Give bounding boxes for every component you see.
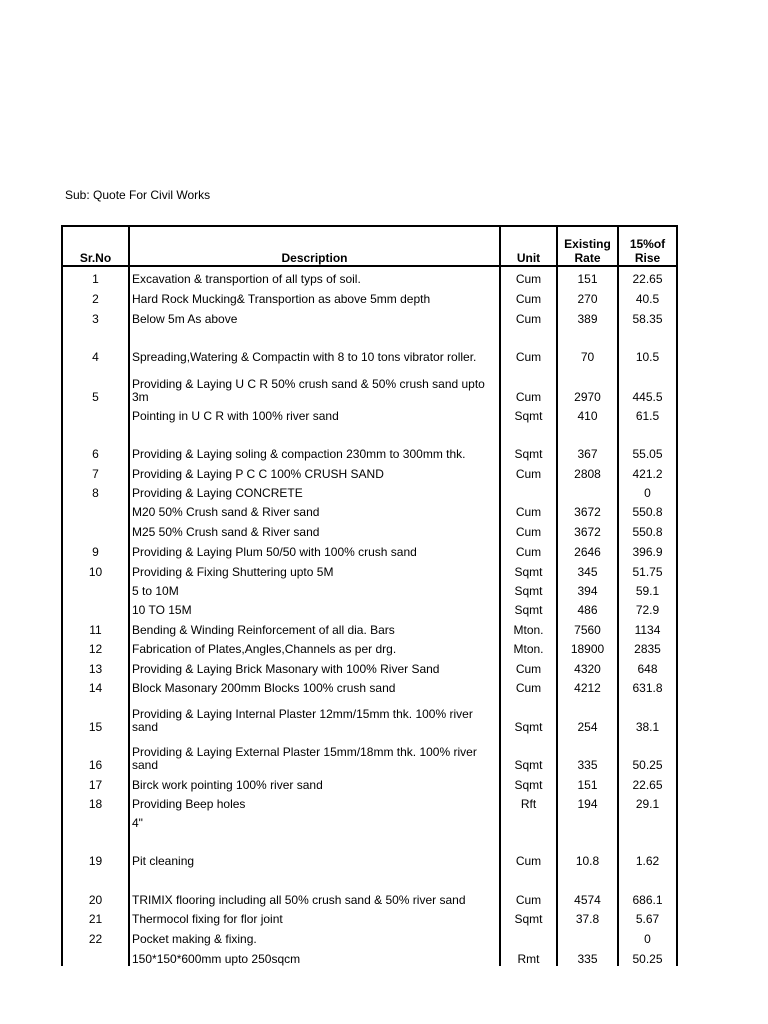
cell-rise: 445.5 [618,364,677,404]
cell-description: Fabrication of Plates,Angles,Channels as per drg. [129,637,500,656]
cell-existing-rate: 254 [557,695,618,734]
cell-sr-no: 8 [62,481,129,500]
cell-unit: Cum [500,326,557,364]
cell-description: Block Masonary 200mm Blocks 100% crush sand [129,676,500,695]
table-row [62,868,677,907]
document-subject: Sub: Quote For Civil Works [65,188,211,202]
table-row [62,500,677,519]
table-row [62,266,677,286]
cell-sr-no: 6 [62,423,129,461]
cell-sr-no: 18 [62,792,129,811]
cell-rise: 40.5 [618,286,677,306]
cell-description: 4" [129,811,500,830]
cell-existing-rate: 7560 [557,617,618,637]
cell-description: Thermocol fixing for flor joint [129,907,500,926]
cell-existing-rate: 335 [557,734,618,772]
cell-sr-no: 10 [62,559,129,579]
cell-unit: Sqmt [500,734,557,772]
cell-rise [618,811,677,830]
cell-rise: 0 [618,926,677,946]
cell-existing-rate: 367 [557,423,618,461]
cell-existing-rate: 394 [557,579,618,598]
cell-unit: Cum [500,266,557,286]
cell-description: Hard Rock Mucking& Transportion as above 5mm depth [129,286,500,306]
cell-description: Providing & Laying P C C 100% CRUSH SAND [129,461,500,481]
cell-sr-no: 7 [62,461,129,481]
cell-unit: Rmt [500,946,557,966]
cell-unit: Mton. [500,637,557,656]
cell-unit: Cum [500,306,557,326]
cell-unit: Cum [500,868,557,907]
cell-description: Pointing in U C R with 100% river sand [129,404,500,423]
cell-existing-rate: 151 [557,772,618,792]
cell-unit [500,811,557,830]
cell-rise: 1.62 [618,830,677,868]
table-row [62,811,677,830]
cell-existing-rate [557,926,618,946]
cell-unit: Sqmt [500,404,557,423]
table-row [62,326,677,364]
cell-sr-no: 19 [62,830,129,868]
table-row [62,598,677,617]
cell-rise: 61.5 [618,404,677,423]
cell-sr-no [62,404,129,423]
cell-rise: 550.8 [618,500,677,519]
cell-description: Birck work pointing 100% river sand [129,772,500,792]
table-row [62,617,677,637]
cell-existing-rate: 270 [557,286,618,306]
table-row [62,579,677,598]
cell-sr-no: 16 [62,734,129,772]
table-row [62,461,677,481]
header-sr-no: Sr.No [62,226,129,266]
cell-description: Providing & Laying Plum 50/50 with 100% crush sand [129,539,500,559]
cell-unit [500,926,557,946]
cell-unit: Sqmt [500,907,557,926]
cell-description: Pit cleaning [129,830,500,868]
cell-unit: Cum [500,656,557,676]
cell-rise: 22.65 [618,266,677,286]
table-row [62,404,677,423]
cell-sr-no: 20 [62,868,129,907]
cell-existing-rate: 345 [557,559,618,579]
table-row [62,656,677,676]
cell-rise: 396.9 [618,539,677,559]
cell-unit: Cum [500,500,557,519]
cell-existing-rate: 335 [557,946,618,966]
quote-table [61,225,678,966]
cell-description: Providing & Laying External Plaster 15mm/18mm thk. 100% river sand [129,734,500,772]
cell-description: 150*150*600mm upto 250sqcm [129,946,500,966]
cell-rise: 51.75 [618,559,677,579]
cell-existing-rate: 18900 [557,637,618,656]
cell-existing-rate: 4574 [557,868,618,907]
cell-rise: 59.1 [618,579,677,598]
cell-sr-no: 9 [62,539,129,559]
cell-rise: 5.67 [618,907,677,926]
cell-description: Below 5m As above [129,306,500,326]
header-existing-rate: Existing Rate [557,226,618,266]
cell-rise: 72.9 [618,598,677,617]
cell-unit: Mton. [500,617,557,637]
cell-sr-no: 14 [62,676,129,695]
cell-description: M25 50% Crush sand & River sand [129,519,500,539]
cell-rise: 631.8 [618,676,677,695]
table-row [62,946,677,966]
header-rise: 15%of Rise [618,226,677,266]
cell-rise: 55.05 [618,423,677,461]
cell-existing-rate: 410 [557,404,618,423]
cell-existing-rate: 4320 [557,656,618,676]
cell-description: Providing & Laying Brick Masonary with 100% River Sand [129,656,500,676]
cell-existing-rate: 194 [557,792,618,811]
cell-sr-no: 11 [62,617,129,637]
header-description: Description [129,226,500,266]
cell-unit: Sqmt [500,423,557,461]
cell-description: Spreading,Watering & Compactin with 8 to 10 tons vibrator roller. [129,326,500,364]
cell-description: Providing & Fixing Shuttering upto 5M [129,559,500,579]
cell-unit: Cum [500,539,557,559]
cell-rise: 421.2 [618,461,677,481]
cell-unit: Cum [500,461,557,481]
cell-existing-rate: 486 [557,598,618,617]
table-row [62,286,677,306]
cell-unit: Sqmt [500,579,557,598]
cell-sr-no: 15 [62,695,129,734]
cell-rise: 2835 [618,637,677,656]
cell-existing-rate: 37.8 [557,907,618,926]
cell-existing-rate: 389 [557,306,618,326]
table-row [62,364,677,404]
cell-unit: Cum [500,519,557,539]
cell-rise: 58.35 [618,306,677,326]
table-row [62,792,677,811]
table-row [62,423,677,461]
table-row [62,907,677,926]
cell-unit: Cum [500,676,557,695]
cell-rise: 10.5 [618,326,677,364]
table-row [62,306,677,326]
table-row [62,539,677,559]
cell-existing-rate: 10.8 [557,830,618,868]
table-header-row [62,226,677,266]
cell-rise: 0 [618,481,677,500]
cell-description: 10 TO 15M [129,598,500,617]
cell-sr-no [62,500,129,519]
cell-description: Bending & Winding Reinforcement of all dia. Bars [129,617,500,637]
cell-description: 5 to 10M [129,579,500,598]
table-row [62,830,677,868]
cell-existing-rate: 2970 [557,364,618,404]
cell-unit: Cum [500,286,557,306]
cell-sr-no: 12 [62,637,129,656]
cell-unit: Sqmt [500,598,557,617]
cell-description: Pocket making & fixing. [129,926,500,946]
cell-unit: Cum [500,364,557,404]
cell-sr-no [62,811,129,830]
cell-existing-rate: 70 [557,326,618,364]
cell-rise: 38.1 [618,695,677,734]
cell-sr-no: 4 [62,326,129,364]
cell-unit: Sqmt [500,695,557,734]
cell-existing-rate: 2808 [557,461,618,481]
cell-rise: 686.1 [618,868,677,907]
cell-sr-no: 21 [62,907,129,926]
table-row [62,772,677,792]
cell-description: Excavation & transportion of all typs of soil. [129,266,500,286]
cell-existing-rate: 3672 [557,519,618,539]
cell-unit: Sqmt [500,559,557,579]
cell-existing-rate: 4212 [557,676,618,695]
cell-sr-no: 5 [62,364,129,404]
cell-rise: 50.25 [618,946,677,966]
table-row [62,559,677,579]
cell-description: TRIMIX flooring including all 50% crush sand & 50% river sand [129,868,500,907]
table-row [62,481,677,500]
cell-rise: 648 [618,656,677,676]
cell-sr-no [62,519,129,539]
cell-description: Providing & Laying soling & compaction 230mm to 300mm thk. [129,423,500,461]
cell-description: Providing & Laying Internal Plaster 12mm/15mm thk. 100% river sand [129,695,500,734]
cell-description: M20 50% Crush sand & River sand [129,500,500,519]
cell-rise: 550.8 [618,519,677,539]
cell-unit: Sqmt [500,772,557,792]
table-row [62,695,677,734]
cell-existing-rate [557,811,618,830]
cell-unit: Rft [500,792,557,811]
cell-sr-no: 3 [62,306,129,326]
cell-existing-rate: 2646 [557,539,618,559]
cell-sr-no: 2 [62,286,129,306]
cell-rise: 1134 [618,617,677,637]
cell-existing-rate [557,481,618,500]
header-unit: Unit [500,226,557,266]
table-row [62,637,677,656]
table-row [62,926,677,946]
table-row [62,676,677,695]
cell-sr-no [62,946,129,966]
cell-sr-no [62,579,129,598]
cell-sr-no: 17 [62,772,129,792]
cell-unit: Cum [500,830,557,868]
cell-existing-rate: 151 [557,266,618,286]
cell-rise: 50.25 [618,734,677,772]
cell-sr-no [62,598,129,617]
cell-unit [500,481,557,500]
cell-description: Providing Beep holes [129,792,500,811]
cell-sr-no: 1 [62,266,129,286]
cell-rise: 29.1 [618,792,677,811]
cell-description: Providing & Laying U C R 50% crush sand & 50% crush sand upto 3m [129,364,500,404]
cell-description: Providing & Laying CONCRETE [129,481,500,500]
cell-existing-rate: 3672 [557,500,618,519]
cell-sr-no: 13 [62,656,129,676]
table-row [62,519,677,539]
cell-rise: 22.65 [618,772,677,792]
table-row [62,734,677,772]
cell-sr-no: 22 [62,926,129,946]
